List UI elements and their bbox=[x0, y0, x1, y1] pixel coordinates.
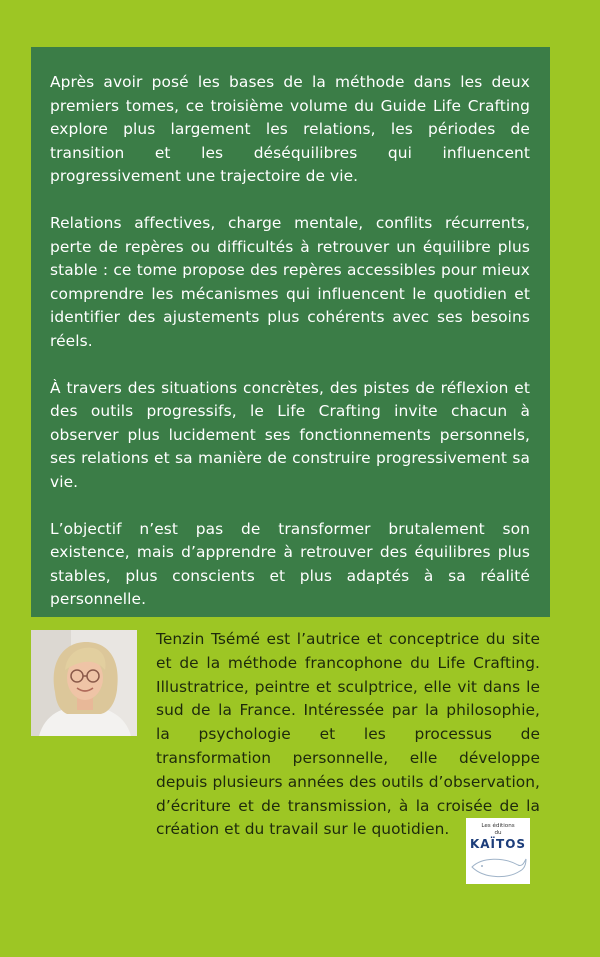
description-paragraph-4: L’objectif n’est pas de transformer brutalement son existence, mais d’apprendre à retrouver des équilibres plus stables, plus conscients et plus adaptés à sa réalité personnelle. bbox=[50, 519, 530, 608]
description-paragraph-1: Après avoir posé les bases de la méthode dans les deux premiers tomes, ce troisième volume du Guide Life Crafting explore plus largement les relations, les périodes de transition et les déséquilibres qui influencent progressivement une trajectoire de vie. bbox=[50, 73, 530, 185]
description-box bbox=[31, 47, 550, 617]
description-paragraph-2: Relations affectives, charge mentale, conflits récurrents, perte de repères ou difficultés à retrouver un équilibre plus stable : ce tome propose des repères accessibles pour mieux comprendre les mécanismes qui influencent le quotidien et identifier des ajustements plus cohérents avec ses besoins réels. bbox=[50, 214, 530, 350]
publisher-line1: Les éditions bbox=[481, 823, 515, 829]
publisher-logo bbox=[466, 818, 530, 884]
publisher-line2: du bbox=[494, 830, 502, 836]
author-bio: Tenzin Tsémé est l’autrice et conceptrice du site et de la méthode francophone du Life Crafting. Illustratrice, peintre et sculptrice, elle vit dans le sud de la France. Intéressée par la philosophie, la psychologie et les processus de transformation personnelle, elle développe depuis plusieurs années des outils d’observation, d’écriture et de transmission, à la croisée de la création et du travail sur le quotidien. bbox=[156, 630, 540, 839]
publisher-name: KAÏTOS bbox=[469, 837, 527, 851]
description-paragraph-3: À travers des situations concrètes, des pistes de réflexion et des outils progressifs, le Life Crafting invite chacun à observer plus lucidement ses fonctionnements personnels, ses relations et sa manière de construire progressivement sa vie. bbox=[50, 378, 530, 491]
author-photo bbox=[31, 630, 137, 736]
whale-icon bbox=[466, 851, 530, 881]
